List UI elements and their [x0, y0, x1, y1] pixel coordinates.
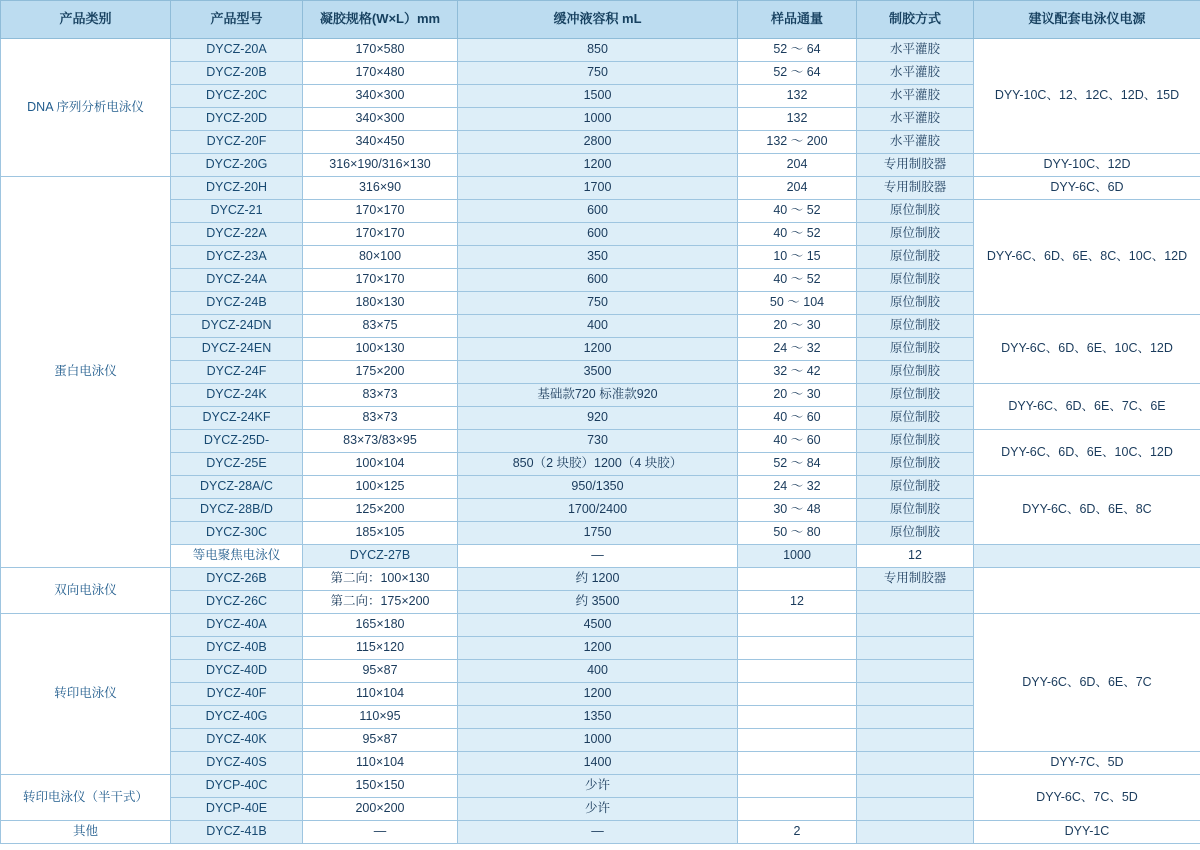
cell-buffer-volume: 400: [458, 315, 738, 338]
cell-buffer-volume: 1200: [458, 683, 738, 706]
cell-throughput: 132 ～ 200: [738, 131, 857, 154]
cell-model: DYCP-40E: [171, 798, 303, 821]
cell-model: DYCZ-23A: [171, 246, 303, 269]
cell-throughput: 2: [738, 821, 857, 844]
cell-model: DYCZ-22A: [171, 223, 303, 246]
cell-gel-method: [857, 775, 974, 798]
cell-gel-size: 83×73: [303, 384, 458, 407]
cell-gel-size: 175×200: [303, 361, 458, 384]
cell-model: DYCZ-41B: [171, 821, 303, 844]
cell-gel-size: 200×200: [303, 798, 458, 821]
cell-model: DYCZ-20A: [171, 39, 303, 62]
cell-buffer-volume: 1700/2400: [458, 499, 738, 522]
cell-buffer-volume: 1000: [738, 545, 857, 568]
cell-gel-method: [857, 683, 974, 706]
cell-throughput: [738, 775, 857, 798]
cell-buffer-volume: 950/1350: [458, 476, 738, 499]
cell-gel-size: —: [458, 545, 738, 568]
column-header-model: 产品型号: [171, 1, 303, 39]
cell-gel-method: [857, 821, 974, 844]
cell-throughput: 52 ～ 64: [738, 39, 857, 62]
cell-model: DYCZ-20G: [171, 154, 303, 177]
cell-gel-size: 180×130: [303, 292, 458, 315]
cell-model: DYCZ-20H: [171, 177, 303, 200]
cell-throughput: 50 ～ 104: [738, 292, 857, 315]
cell-gel-size: 340×300: [303, 108, 458, 131]
cell-gel-size: 170×170: [303, 223, 458, 246]
header-row: [1, 1, 1200, 39]
column-header-power-supply: 建议配套电泳仪电源: [974, 1, 1200, 39]
cell-throughput: [738, 752, 857, 775]
cell-model: DYCZ-24EN: [171, 338, 303, 361]
cell-buffer-volume: 1750: [458, 522, 738, 545]
table-row: [1, 154, 1200, 177]
table-row: [1, 200, 1200, 223]
cell-gel-method: 水平灌胶: [857, 39, 974, 62]
cell-gel-size: 110×95: [303, 706, 458, 729]
cell-gel-size: 100×130: [303, 338, 458, 361]
cell-power-supply: DYY-6C、6D、6E、10C、12D: [974, 315, 1200, 384]
cell-gel-size: 340×450: [303, 131, 458, 154]
cell-power-supply: DYY-6C、6D、6E、7C: [974, 614, 1200, 752]
cell-category: 双向电泳仪: [1, 568, 171, 614]
table-row: [1, 775, 1200, 798]
cell-throughput: [738, 683, 857, 706]
cell-model: DYCZ-26C: [171, 591, 303, 614]
cell-model: DYCZ-40G: [171, 706, 303, 729]
table-row: [1, 821, 1200, 844]
cell-model: DYCZ-24DN: [171, 315, 303, 338]
cell-throughput: 32 ～ 42: [738, 361, 857, 384]
cell-throughput: 204: [738, 154, 857, 177]
cell-model: DYCZ-30C: [171, 522, 303, 545]
cell-throughput: 10 ～ 15: [738, 246, 857, 269]
cell-buffer-volume: 约 3500: [458, 591, 738, 614]
cell-throughput: 20 ～ 30: [738, 315, 857, 338]
cell-gel-size: 110×104: [303, 683, 458, 706]
cell-model: DYCZ-24B: [171, 292, 303, 315]
cell-buffer-volume: 少许: [458, 775, 738, 798]
cell-model: DYCZ-25D-: [171, 430, 303, 453]
cell-gel-size: 170×480: [303, 62, 458, 85]
cell-buffer-volume: 少许: [458, 798, 738, 821]
cell-throughput: 20 ～ 30: [738, 384, 857, 407]
cell-gel-size: 83×73: [303, 407, 458, 430]
cell-buffer-volume: 约 1200: [458, 568, 738, 591]
cell-gel-size: 83×73/83×95: [303, 430, 458, 453]
cell-throughput: [738, 706, 857, 729]
table-header: [1, 1, 1200, 39]
table-row: [1, 614, 1200, 637]
cell-gel-method: [857, 706, 974, 729]
cell-gel-method: 原位制胶: [857, 407, 974, 430]
cell-gel-size: 170×580: [303, 39, 458, 62]
cell-gel-method: 原位制胶: [857, 522, 974, 545]
table-row: [1, 430, 1200, 453]
cell-model: DYCZ-24A: [171, 269, 303, 292]
cell-gel-method: [857, 637, 974, 660]
cell-buffer-volume: 730: [458, 430, 738, 453]
cell-gel-size: 100×104: [303, 453, 458, 476]
cell-gel-size: 316×90: [303, 177, 458, 200]
cell-buffer-volume: 350: [458, 246, 738, 269]
cell-gel-method: [857, 729, 974, 752]
cell-gel-method: 水平灌胶: [857, 62, 974, 85]
cell-buffer-volume: 2800: [458, 131, 738, 154]
cell-gel-method: 原位制胶: [857, 361, 974, 384]
cell-gel-size: 340×300: [303, 85, 458, 108]
cell-model: DYCZ-28B/D: [171, 499, 303, 522]
cell-throughput: 24 ～ 32: [738, 338, 857, 361]
cell-buffer-volume: 1400: [458, 752, 738, 775]
cell-throughput: 40 ～ 52: [738, 223, 857, 246]
table-row: [1, 591, 1200, 614]
cell-model: DYCZ-20C: [171, 85, 303, 108]
cell-throughput: 40 ～ 52: [738, 269, 857, 292]
cell-gel-method: 原位制胶: [857, 338, 974, 361]
column-header-throughput: 样品通量: [738, 1, 857, 39]
cell-throughput: 132: [738, 108, 857, 131]
cell-model: DYCZ-20D: [171, 108, 303, 131]
cell-gel-size: 83×75: [303, 315, 458, 338]
column-header-gel-size: 凝胶规格(W×L）mm: [303, 1, 458, 39]
cell-buffer-volume: 1350: [458, 706, 738, 729]
cell-model: DYCZ-24F: [171, 361, 303, 384]
table-row: [1, 315, 1200, 338]
cell-power-supply: DYY-6C、6D、6E、7C、6E: [974, 384, 1200, 430]
cell-model: DYCZ-40F: [171, 683, 303, 706]
cell-buffer-volume: 400: [458, 660, 738, 683]
cell-gel-size: 165×180: [303, 614, 458, 637]
cell-buffer-volume: —: [458, 821, 738, 844]
cell-throughput: [738, 614, 857, 637]
table-row: [1, 752, 1200, 775]
cell-model: DYCZ-26B: [171, 568, 303, 591]
cell-throughput: [738, 660, 857, 683]
cell-power-supply: DYY-6C、6D: [974, 177, 1200, 200]
cell-gel-method: 原位制胶: [857, 476, 974, 499]
cell-category: 其他: [1, 821, 171, 844]
table-row: [1, 177, 1200, 200]
cell-gel-method: 水平灌胶: [857, 131, 974, 154]
cell-buffer-volume: 850: [458, 39, 738, 62]
cell-buffer-volume: 750: [458, 292, 738, 315]
cell-model: DYCZ-20F: [171, 131, 303, 154]
cell-category: DNA 序列分析电泳仪: [1, 39, 171, 177]
cell-gel-method: 原位制胶: [857, 430, 974, 453]
cell-gel-method: [857, 614, 974, 637]
cell-model: DYCZ-40B: [171, 637, 303, 660]
cell-gel-method: 原位制胶: [857, 499, 974, 522]
cell-gel-method: [857, 591, 974, 614]
table-body: [1, 39, 1200, 844]
cell-gel-size: 170×170: [303, 200, 458, 223]
cell-buffer-volume: 1000: [458, 108, 738, 131]
cell-power-supply: DYY-10C、12D: [974, 154, 1200, 177]
cell-throughput: 40 ～ 60: [738, 430, 857, 453]
cell-gel-size: 第二向：100×130: [303, 568, 458, 591]
cell-throughput: 24 ～ 32: [738, 476, 857, 499]
table-row: [1, 476, 1200, 499]
cell-model: DYCZ-25E: [171, 453, 303, 476]
table-row: [1, 568, 1200, 591]
cell-gel-method: 原位制胶: [857, 246, 974, 269]
cell-power-supply: DYY-7C、5D: [974, 752, 1200, 775]
cell-throughput: 40 ～ 60: [738, 407, 857, 430]
cell-buffer-volume: 1700: [458, 177, 738, 200]
cell-buffer-volume: 1200: [458, 154, 738, 177]
cell-gel-size: 第二向：175×200: [303, 591, 458, 614]
cell-throughput: 132: [738, 85, 857, 108]
cell-power-supply: DYY-6C、6D、6E、10C、12D: [974, 430, 1200, 476]
column-header-category: 产品类别: [1, 1, 171, 39]
cell-gel-size: 185×105: [303, 522, 458, 545]
cell-throughput: 12: [738, 591, 857, 614]
cell-throughput: [738, 798, 857, 821]
cell-model: DYCZ-40S: [171, 752, 303, 775]
column-header-buffer-volume: 缓冲液容积 mL: [458, 1, 738, 39]
cell-throughput: [738, 568, 857, 591]
column-header-gel-method: 制胶方式: [857, 1, 974, 39]
cell-gel-size: 170×170: [303, 269, 458, 292]
cell-buffer-volume: 920: [458, 407, 738, 430]
cell-buffer-volume: 1200: [458, 637, 738, 660]
cell-throughput: 52 ～ 64: [738, 62, 857, 85]
cell-gel-size: 115×120: [303, 637, 458, 660]
cell-buffer-volume: 3500: [458, 361, 738, 384]
cell-category: 等电聚焦电泳仪: [171, 545, 303, 568]
cell-buffer-volume: 850（2 块胶）1200（4 块胶）: [458, 453, 738, 476]
cell-buffer-volume: 600: [458, 223, 738, 246]
cell-buffer-volume: 1000: [458, 729, 738, 752]
cell-throughput: [738, 637, 857, 660]
cell-category: 转印电泳仪: [1, 614, 171, 775]
cell-throughput: [738, 729, 857, 752]
cell-model: DYCP-40C: [171, 775, 303, 798]
cell-gel-method: 原位制胶: [857, 269, 974, 292]
cell-gel-method: 原位制胶: [857, 223, 974, 246]
cell-model: DYCZ-24KF: [171, 407, 303, 430]
cell-model: DYCZ-20B: [171, 62, 303, 85]
cell-gel-method: [857, 798, 974, 821]
cell-gel-method: [974, 545, 1200, 568]
cell-power-supply: DYY-6C、7C、5D: [974, 775, 1200, 821]
cell-model: DYCZ-24K: [171, 384, 303, 407]
cell-throughput: 30 ～ 48: [738, 499, 857, 522]
cell-buffer-volume: 600: [458, 269, 738, 292]
cell-gel-size: 95×87: [303, 660, 458, 683]
cell-model: DYCZ-28A/C: [171, 476, 303, 499]
cell-gel-method: 原位制胶: [857, 292, 974, 315]
cell-gel-method: 原位制胶: [857, 384, 974, 407]
cell-gel-method: [857, 660, 974, 683]
cell-model: DYCZ-40D: [171, 660, 303, 683]
cell-buffer-volume: 750: [458, 62, 738, 85]
cell-gel-size: 150×150: [303, 775, 458, 798]
cell-gel-method: 水平灌胶: [857, 108, 974, 131]
cell-power-supply: DYY-6C、6D、6E、8C: [974, 476, 1200, 545]
cell-model: DYCZ-40K: [171, 729, 303, 752]
cell-buffer-volume: 4500: [458, 614, 738, 637]
cell-gel-size: 316×190/316×130: [303, 154, 458, 177]
cell-power-supply: DYY-1C: [974, 821, 1200, 844]
cell-throughput: 50 ～ 80: [738, 522, 857, 545]
cell-gel-size: 80×100: [303, 246, 458, 269]
cell-throughput: 52 ～ 84: [738, 453, 857, 476]
cell-gel-size: 100×125: [303, 476, 458, 499]
cell-category: 蛋白电泳仪: [1, 177, 171, 568]
cell-gel-method: 专用制胶器: [857, 568, 974, 591]
cell-gel-method: 专用制胶器: [857, 154, 974, 177]
cell-gel-size: 125×200: [303, 499, 458, 522]
cell-throughput: 40 ～ 52: [738, 200, 857, 223]
cell-throughput: 204: [738, 177, 857, 200]
cell-gel-method: 水平灌胶: [857, 85, 974, 108]
cell-power-supply: DYY-10C、12、12C、12D、15D: [974, 39, 1200, 154]
cell-power-supply: DYY-6C、6D、6E、8C、10C、12D: [974, 200, 1200, 315]
table-row: [1, 39, 1200, 62]
cell-buffer-volume: 1500: [458, 85, 738, 108]
table-row: [1, 545, 1200, 568]
cell-buffer-volume: 600: [458, 200, 738, 223]
cell-model: DYCZ-21: [171, 200, 303, 223]
cell-throughput: 12: [857, 545, 974, 568]
cell-gel-size: 110×104: [303, 752, 458, 775]
cell-gel-method: 原位制胶: [857, 200, 974, 223]
cell-category: 转印电泳仪（半干式）: [1, 775, 171, 821]
cell-gel-method: 原位制胶: [857, 453, 974, 476]
table-row: [1, 384, 1200, 407]
cell-gel-method: 专用制胶器: [857, 177, 974, 200]
cell-gel-method: [857, 752, 974, 775]
cell-gel-method: 原位制胶: [857, 315, 974, 338]
cell-model: DYCZ-27B: [303, 545, 458, 568]
cell-buffer-volume: 基础款720 标准款920: [458, 384, 738, 407]
cell-gel-size: 95×87: [303, 729, 458, 752]
cell-buffer-volume: 1200: [458, 338, 738, 361]
cell-model: DYCZ-40A: [171, 614, 303, 637]
cell-gel-size: —: [303, 821, 458, 844]
